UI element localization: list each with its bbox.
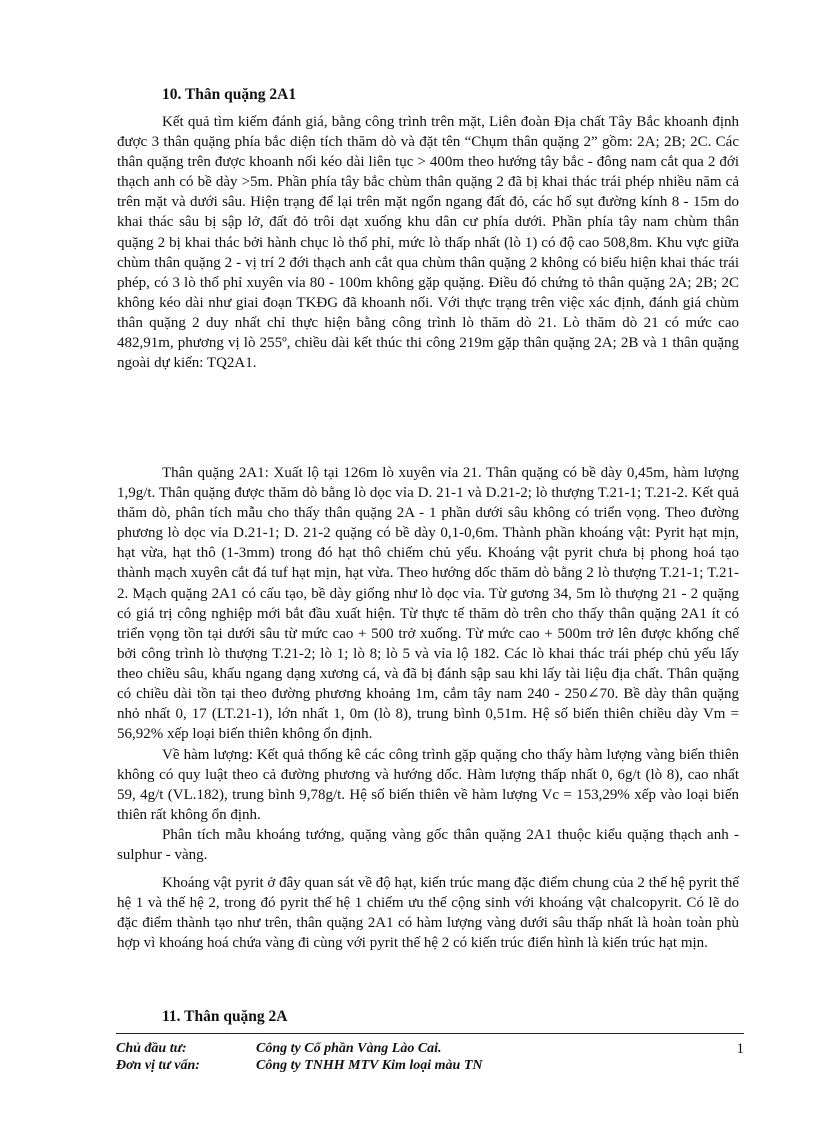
- footer-investor-value: Công ty Cổ phần Vàng Lào Cai.: [256, 1041, 442, 1056]
- footer-consultant-row: [116, 1058, 744, 1078]
- paragraph-grade: Về hàm lượng: Kết quả thống kê các công trình gặp quặng cho thấy hàm lượng vàng biến thiên không có quy luật theo cả đường phương và hướng dốc. Hàm lượng thấp nhất 0, 6g/t (lò 8), cao nhất 59, 4g/t (VL.182), trung bình 9,78g/t. Hệ số biến thiên về hàm lượng Vc = 153,29% xếp vào loại biến thiên rất không ổn định.: [117, 747, 739, 824]
- page-number: 1: [736, 1041, 744, 1057]
- section-10-title: 10. Thân quặng 2A1: [162, 86, 297, 103]
- paragraph-mineral-analysis: Phân tích mẫu khoáng tướng, quặng vàng gốc thân quặng 2A1 thuộc kiểu quặng thạch anh - sulphur - vàng.: [117, 827, 739, 864]
- paragraph-pyrite: Khoáng vật pyrit ở đây quan sát về độ hạt, kiến trúc mang đặc điểm chung của 2 thế hệ pyrit thế hệ 1 và thế hệ 2, trong đó pyrit thế hệ 1 chiếm ưu thế cộng sinh với khoáng vật chalcopyrit. Có lẽ do đặc điểm thành tạo như trên, thân quặng 2A1 có hàm lượng vàng dưới sâu thấp nhất là hoàn toàn phù hợp vì khoáng hoá chứa vàng đi cùng với pyrit thế hệ 2 có kiến trúc điển hình là kiến trúc hạt mịn.: [117, 875, 739, 952]
- section-11-title: 11. Thân quặng 2A: [162, 1008, 288, 1025]
- footer-divider: [116, 1033, 744, 1034]
- paragraph-2a1: Thân quặng 2A1: Xuất lộ tại 126m lò xuyên vỉa 21. Thân quặng có bề dày 0,45m, hàm lượng 1,9g/t. Thân quặng được thăm dò bằng lò dọc vỉa D. 21-1 và D.21-2; lò thượng T.21-1; T.21-2. Kết quả thăm dò, phân tích mẫu cho thấy thân quặng 2A - 1 phần dưới sâu không có triển vọng. Theo đường phương lò dọc vỉa D.21-1; D. 21-2 quặng có bề dày 0,1-0,6m. Thành phần khoáng vật: Pyrit hạt mịn, hạt vừa, hạt thô (1-3mm) trong đó hạt thô chiếm chủ yếu. Khoáng vật pyrit chưa bị phong hoá tạo thành mạch xuyên cắt đá tuf hạt mịn, hạt vừa. Theo hướng dốc thăm dò bằng 2 lò thượng T.21-1; T.21-2. Mạch quặng 2A1 có cấu tạo, bề dày giống như lò dọc vỉa. Từ gương 34, 5m lò thượng 21 - 2 quặng có giá trị công nghiệp mới bắt đầu xuất hiện. Từ thực tế thăm dò trên cho thấy thân quặng 2A1 ít có triển vọng tồn tại dưới sâu từ mức cao + 500 trở xuống. Từ mức cao + 500m trở lên được khống chế bởi công trình lò thượng T.21-2; lò 1; lò 8; lò 5 và vỉa lộ 182. Các lò khai thác trái phép chủ yếu lấy theo chiều sâu, khấu ngang dạng xương cá, và đã bị đánh sập sau khi lấy tài liệu địa chất. Thân quặng có chiều dài tồn tại theo đường phương khoảng 1m, cắm tây nam 240 - 250∠70. Bề dày thân quặng nhỏ nhất 0, 17 (LT.21-1), lớn nhất 1, 0m (lò 8), trung bình 0,51m. Hệ số biến thiên chiều dày Vm = 56,92% xếp loại biến thiên không ổn định.: [117, 465, 739, 743]
- paragraph-intro: Kết quả tìm kiếm đánh giá, bằng công trình trên mặt, Liên đoàn Địa chất Tây Bắc khoanh định được 3 thân quặng phía bắc diện tích thăm dò và đặt tên “Chụm thân quặng 2” gồm: 2A; 2B; 2C. Các thân quặng trên được khoanh nối kéo dài liên tục > 400m theo hướng tây bắc - đông nam cắt qua 2 đới thạch anh có bề dày >5m. Phần phía tây bắc chùm thân quặng 2 đã bị khai thác trái phép nhiều năm cả trên mặt và dưới sâu. Hiện trạng để lại trên mặt ngổn ngang đất đỏ, các hố sụt đường kính 8 - 15m do khai thác sâu bị sập lở, đất đỏ trôi dạt xuống khu dân cư phía dưới. Phần phía tây nam chùm thân quặng 2 bị khai thác bởi hành chục lò thổ phỉ, mức lò thấp nhất (lò 1) có độ cao 508,8m. Khu vực giữa chùm thân quặng 2 - vị trí 2 đới thạch anh cắt qua chùm thân quặng 2 không có biểu hiện khai thác trái phép, có 3 lò thổ phỉ xuyên vỉa 80 - 100m không gặp quặng. Điều đó chứng tỏ thân quặng 2A; 2B; 2C không kéo dài như giai đoạn TKĐG đã khoanh nối. Với thực trạng trên việc xác định, đánh giá chùm thân quặng 2 duy nhất chỉ thực hiện bằng công trình lò thăm dò 21. Lò thăm dò 21 có mức cao 482,91m, phương vị lò 255º, chiều dài kết thúc thi công 219m gặp thân quặng 2A; 2B và 1 thân quặng ngoài dự kiến: TQ2A1.: [117, 114, 739, 372]
- footer-consultant-label: Đơn vị tư vấn:: [116, 1058, 200, 1073]
- footer-consultant-value: Công ty TNHH MTV Kim loại màu TN: [256, 1058, 483, 1073]
- footer-investor-label: Chủ đầu tư:: [116, 1041, 187, 1056]
